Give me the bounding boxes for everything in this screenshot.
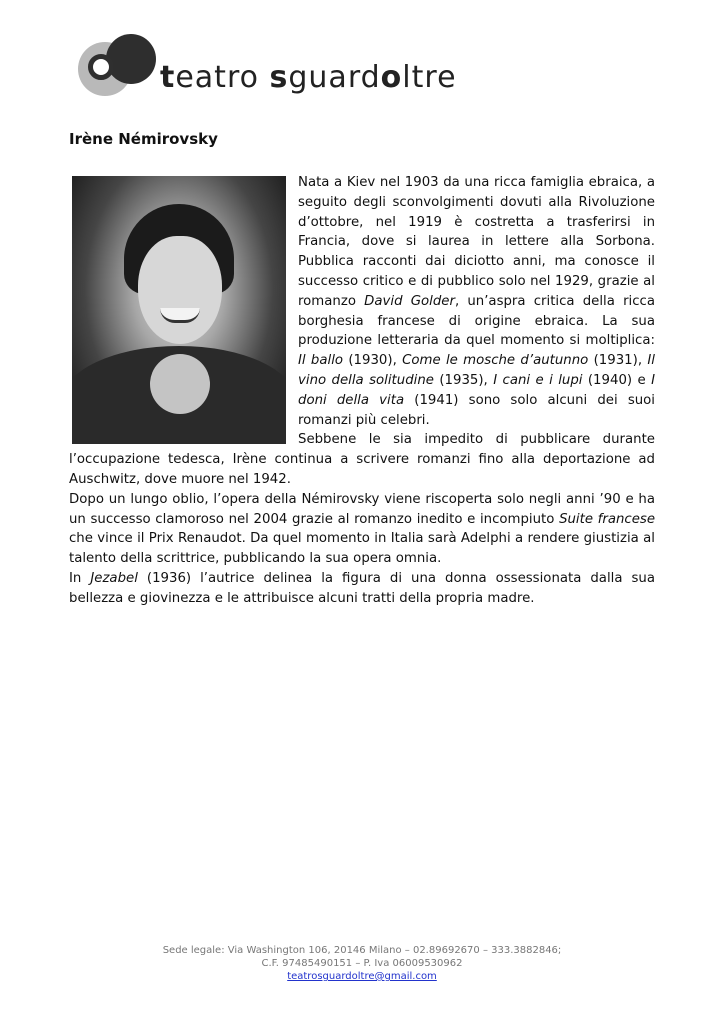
- footer-address: Sede legale: Via Washington 106, 20146 Milano – 02.89692670 – 333.3882846;: [162, 945, 562, 956]
- photo-neck: [150, 354, 210, 414]
- logo-text-part: guard: [288, 60, 381, 95]
- author-portrait-photo: [72, 176, 286, 444]
- photo-face: [138, 236, 222, 344]
- logo-dark-circle: [106, 34, 156, 84]
- footer-tax-ids: C.F. 97485490151 – P. Iva 06009530962: [261, 958, 463, 969]
- logo-text-part: s: [269, 60, 289, 95]
- page-title: Irène Némirovsky: [69, 130, 218, 148]
- footer-email-link[interactable]: teatrosguardoltre@gmail.com: [287, 971, 437, 982]
- paragraph-jezabel: In Jezabel (1936) l’autrice delinea la figura di una donna ossessionata dalla sua bellezza e giovinezza e le attribuisce alcuni tratti della propria madre.: [69, 570, 655, 606]
- paragraph-occupation: Sebbene le sia impedito di pubblicare durante l’occupazione tedesca, Irène continua a scrivere romanzi fino alla deportazione ad Auschwitz, dove muore nel 1942.: [69, 432, 655, 487]
- paragraph-biography: Nata a Kiev nel 1903 da una ricca famiglia ebraica, a seguito degli sconvolgimenti dovuti alla Rivoluzione d’ottobre, nel 1919 è costretta a trasferirsi in Francia, dove si laurea in lettere alla Sorbona. Pubblica racconti dai diciotto anni, ma conosce il successo critico e di pubblico solo nel 1929, grazie al romanzo David Golder, un’aspra critica della ricca borghesia francese di origine ebraica. La sua produzione letteraria da quel momento si moltiplica: Il ballo (1930), Come le mosche d’autunno (1931), Il vino della solitudine (1935), I cani e i lupi (1940) e I doni della vita (1941) sono solo alcuni dei suoi romanzi più celebri.: [298, 175, 656, 428]
- footer: [0, 944, 724, 983]
- logo-text-part: t: [160, 60, 176, 95]
- logo: [76, 30, 596, 110]
- article-body: [69, 173, 655, 609]
- logo-ring-circle: [88, 54, 114, 80]
- paragraph-rediscovery: Dopo un lungo oblio, l’opera della Némirovsky viene riscoperta solo negli anni ’90 e ha un successo clamoroso nel 2004 grazie al romanzo inedito e incompiuto Suite francese che vince il Prix Renaudot. Da quel momento in Italia sarà Adelphi a rendere giustizia al talento della scrittrice, pubblicando la sua opera omnia.: [69, 491, 655, 567]
- logo-text-part: o: [380, 60, 403, 95]
- logo-text-part: eatro: [175, 60, 270, 95]
- logo-text-part: ltre: [402, 60, 457, 95]
- logo-text: [160, 60, 457, 95]
